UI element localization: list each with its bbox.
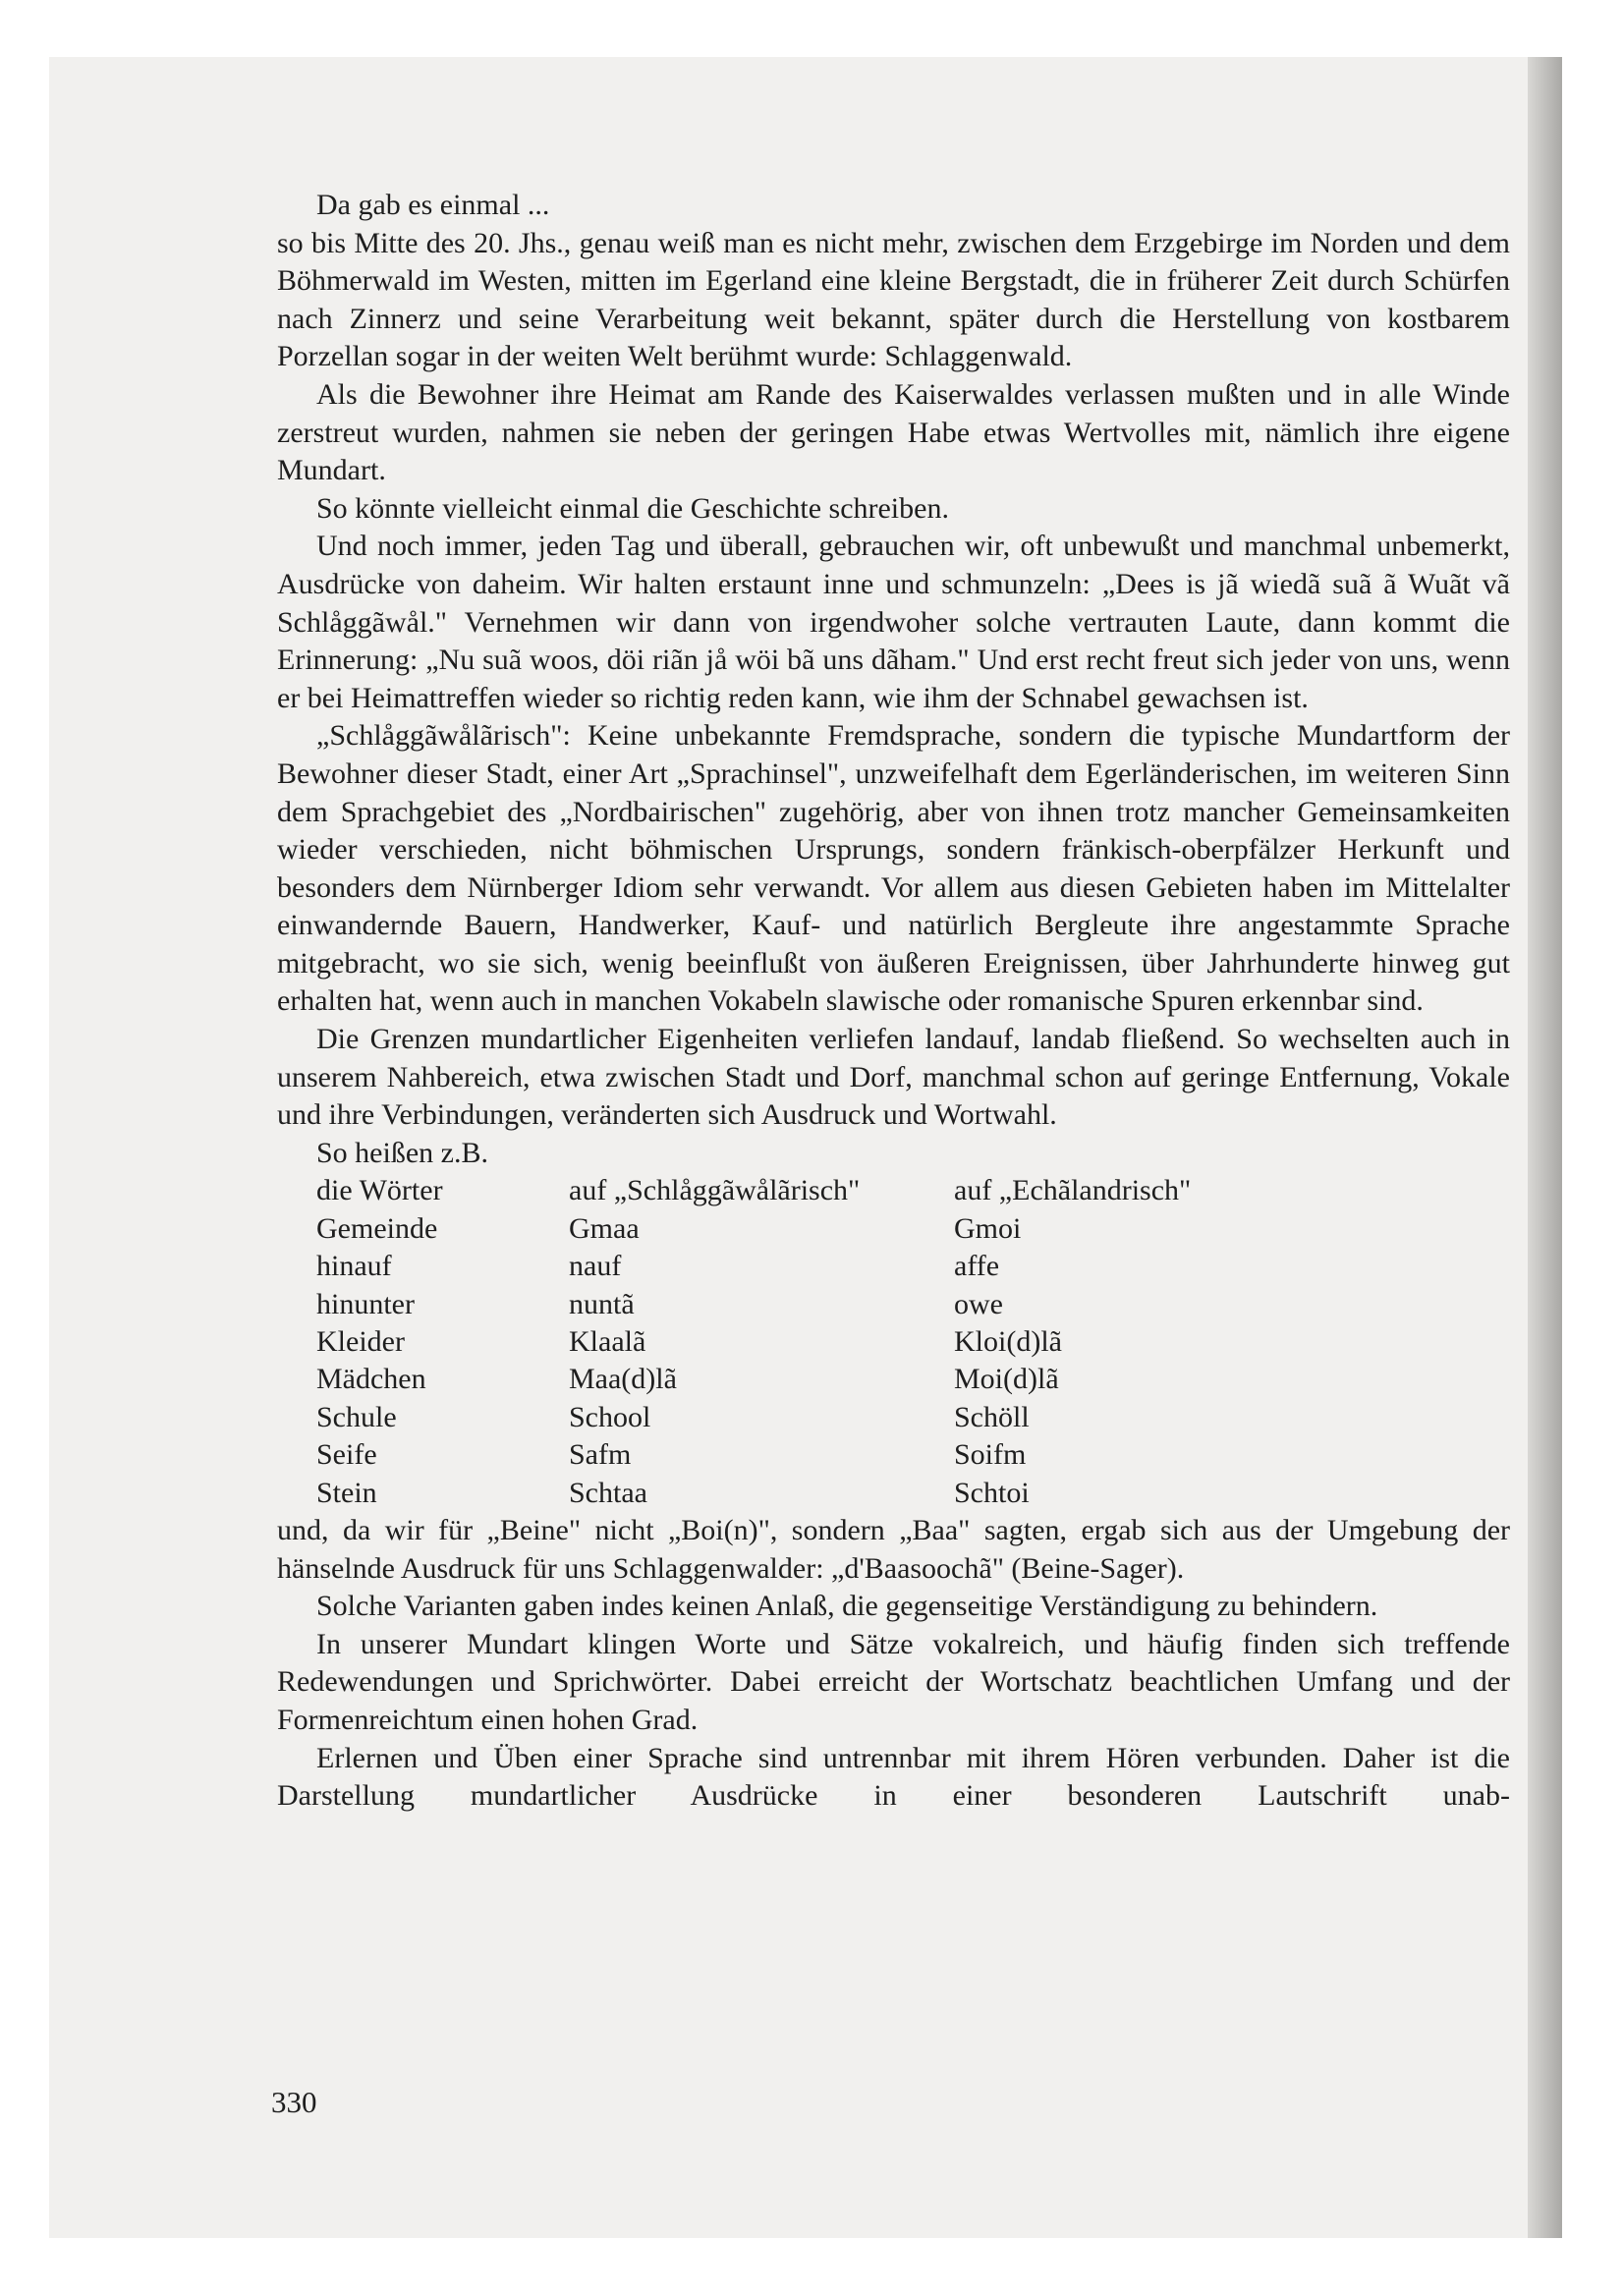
page-binding-shadow (1528, 57, 1562, 2238)
table-header-cell: die Wörter (316, 1174, 443, 1207)
paragraph: Solche Varianten gaben indes keinen Anlaß, die gegenseitige Verständigung zu behindern. (316, 1590, 1378, 1623)
table-cell: nuntã (569, 1287, 635, 1320)
table-cell: Stein (316, 1476, 377, 1509)
table-row (316, 1436, 1191, 1474)
table-cell: Moi(d)lã (954, 1363, 1059, 1396)
table-row (316, 1210, 1191, 1248)
table-header-row (316, 1172, 1191, 1209)
page-number: 330 (271, 2085, 317, 2119)
paragraph: „Schlåggãwålãrisch": Keine unbekannte Fremdsprache, sondern die typische Mundartform der Bewohner dieser Stadt, einer Art „Sprachinsel", unzweifelhaft dem Egerländerischen, im weiteren Sinn dem Sprachgebiet des „Nordbairischen" zugehörig, aber von ihnen trotz mancher Gemeinsamkeiten wieder verschieden, nicht böhmischen Ursprungs, sondern fränkisch-oberpfälzer Herkunft und besonders dem Nürnberger Idiom sehr verwandt. Vor allem aus diesen Gebieten haben im Mittelalter einwandernde Bauern, Handwerker, Kauf- und natürlich Bergleute ihre angestammte Sprache mitgebracht, wo sie sich, wenig beeinflußt von äußeren Ereignissen, über Jahrhunderte hinweg gut erhalten hat, wenn auch in manchen Vokabeln slawische oder romanische Spuren erkennbar sind. (277, 719, 1510, 1018)
table-cell: hinunter (316, 1287, 415, 1320)
table-row (316, 1475, 1191, 1512)
paragraph: So könnte vielleicht einmal die Geschichte schreiben. (316, 491, 949, 525)
table-cell: Maa(d)lã (569, 1363, 677, 1396)
table-cell: Seife (316, 1438, 377, 1472)
table-cell: Schtaa (569, 1476, 647, 1509)
table-row (316, 1286, 1191, 1323)
dialect-word-table (316, 1172, 1191, 1512)
table-cell: nauf (569, 1250, 622, 1283)
paragraph: so bis Mitte des 20. Jhs., genau weiß man es nicht mehr, zwischen dem Erzgebirge im Norden und dem Böhmerwald im Westen, mitten im Egerland eine kleine Bergstadt, die in früherer Zeit durch Schürfen nach Zinnerz und seine Verarbeitung weit bekannt, später durch die Herstellung von kostbarem Porzellan sogar in der weiten Welt berühmt wurde: Schlaggenwald. (277, 226, 1510, 373)
paragraph: Als die Bewohner ihre Heimat am Rande des Kaiserwaldes verlassen mußten und in alle Winde zerstreut wurden, nahmen sie neben der geringen Habe etwas Wertvolles mit, nämlich ihre eigene Mundart. (277, 377, 1510, 487)
table-cell: affe (954, 1250, 1000, 1283)
table-row (316, 1361, 1191, 1398)
table-cell: hinauf (316, 1250, 392, 1283)
table-row (316, 1399, 1191, 1436)
paragraph: Und noch immer, jeden Tag und überall, gebrauchen wir, oft unbewußt und manchmal unbemerkt, Ausdrücke von daheim. Wir halten erstaunt inne und schmunzeln: „Dees is jã wiedã suã ã Wuãt vã Schlåggãwål." Vernehmen wir dann von irgendwoher solche vertrauten Laute, dann kommt die Erinnerung: „Nu suã woos, döi riãn jå wöi bã uns dãham." Und erst recht freut sich jeder von uns, wenn er bei Heimattreffen wieder so richtig reden kann, wie ihm der Schnabel gewachsen ist. (277, 530, 1510, 714)
table-cell: School (569, 1400, 651, 1433)
table-cell: Safm (569, 1438, 632, 1472)
page-body (277, 187, 1510, 1816)
paragraph: In unserer Mundart klingen Worte und Sätze vokalreich, und häufig finden sich treffende Redewendungen und Sprichwörter. Dabei erreicht der Wortschatz beachtlichen Umfang und der Formenreichtum einen hohen Grad. (277, 1627, 1510, 1737)
table-cell: Gmaa (569, 1211, 640, 1245)
table-cell: Soifm (954, 1438, 1027, 1472)
table-cell: Schule (316, 1400, 397, 1433)
table-header-cell: auf „Echãlandrisch" (954, 1174, 1192, 1207)
paragraph: und, da wir für „Beine" nicht „Boi(n)", sondern „Baa" sagten, ergab sich aus der Umgebung der hänselnde Ausdruck für uns Schlaggenwalder: „d'Baasoochã" (Beine-Sager). (277, 1514, 1510, 1585)
table-row (316, 1248, 1191, 1285)
table-cell: owe (954, 1287, 1003, 1320)
table-cell: Schtoi (954, 1476, 1030, 1509)
paragraph: Erlernen und Üben einer Sprache sind untrennbar mit ihrem Hören verbunden. Daher ist die Darstellung mundartlicher Ausdrücke in einer besonderen Lautschrift unab- (277, 1741, 1510, 1813)
table-cell: Kleider (316, 1325, 405, 1359)
table-cell: Kloi(d)lã (954, 1325, 1062, 1359)
table-cell: Gemeinde (316, 1211, 438, 1245)
table-row (316, 1323, 1191, 1361)
table-cell: Klaalã (569, 1325, 646, 1359)
table-intro: So heißen z.B. (316, 1136, 488, 1169)
opening-line: Da gab es einmal ... (316, 189, 550, 221)
paragraph: Die Grenzen mundartlicher Eigenheiten verliefen landauf, landab fließend. So wechselten auch in unserem Nahbereich, etwa zwischen Stadt und Dorf, manchmal schon auf geringe Entfernung, Vokale und ihre Verbindungen, veränderten sich Ausdruck und Wortwahl. (277, 1023, 1510, 1132)
table-header-cell: auf „Schlåggãwålãrisch" (569, 1174, 861, 1207)
table-cell: Gmoi (954, 1211, 1022, 1245)
table-cell: Mädchen (316, 1363, 426, 1396)
table-cell: Schöll (954, 1400, 1030, 1433)
